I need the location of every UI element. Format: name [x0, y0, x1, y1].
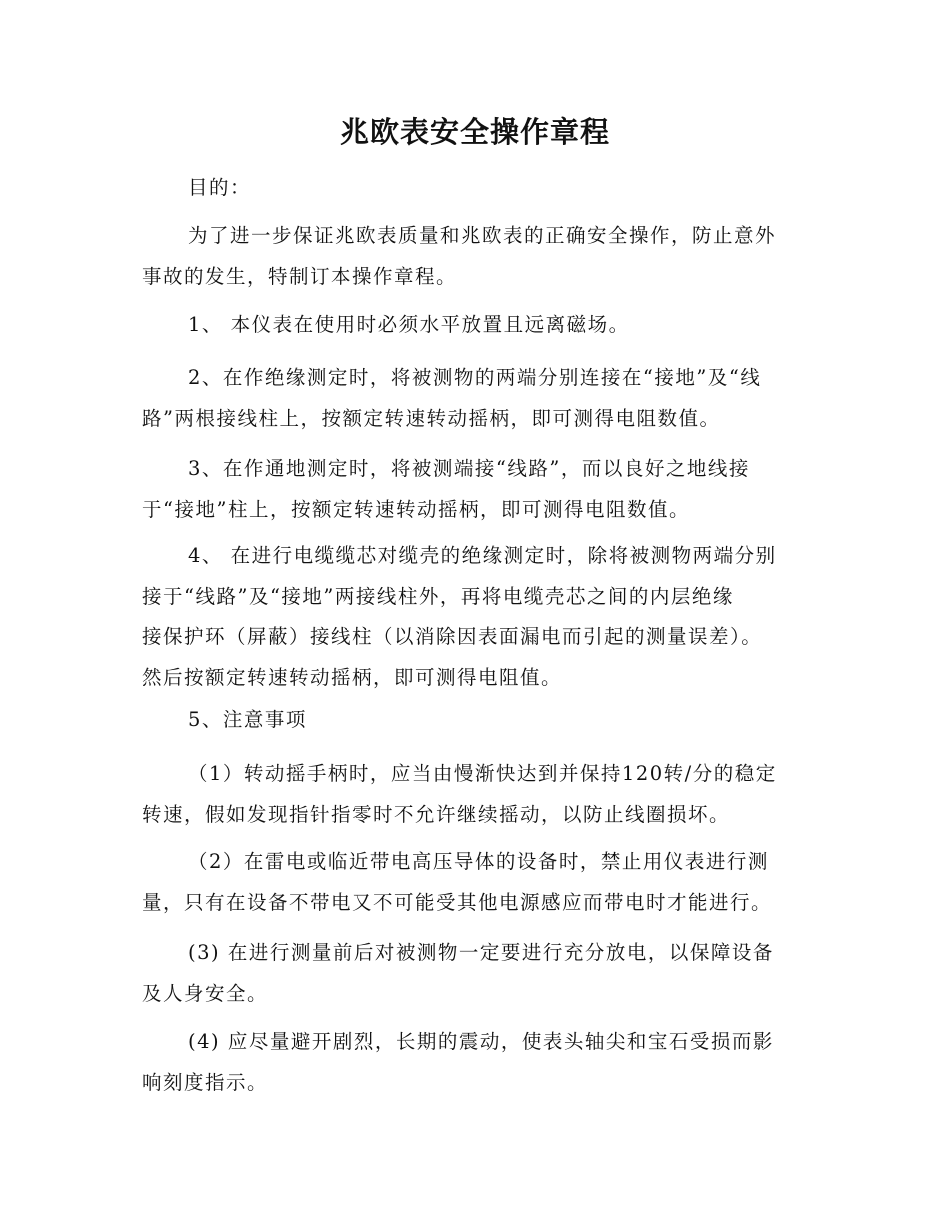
item-2-line-2: 路”两根接线柱上，按额定转速转动摇柄，即可测得电阻数值。: [142, 406, 721, 430]
note-4-line-2: 响刻度指示。: [142, 1070, 269, 1094]
note-4-paragraph: [142, 1022, 807, 1103]
item-2-paragraph: [142, 358, 807, 439]
item-4-line-3: 接保护环（屏蔽）接线柱（以消除因表面漏电而引起的测量误差）。: [142, 625, 763, 648]
item-1-paragraph: [142, 305, 807, 346]
item-4-line-4: 然后按额定转速转动摇柄，即可测得电阻值。: [142, 665, 563, 689]
item-1-line-1: 1、 本仪表在使用时必须水平放置且远离磁场。: [188, 313, 630, 336]
document-title: 兆欧表安全操作章程: [339, 115, 610, 149]
item-5-line-1: 5、注意事项: [188, 708, 307, 731]
item-4-paragraph: [142, 536, 807, 698]
item-2-line-1: 2、在作绝缘测定时，将被测物的两端分别连接在“接地”及“线: [188, 366, 762, 389]
note-1-paragraph: [142, 754, 807, 835]
note-4-line-1: (4) 应尽量避开剧烈，长期的震动，使表头轴尖和宝石受损而影: [188, 1030, 774, 1053]
intro-line-1: 为了进一步保证兆欧表质量和兆欧表的正确安全操作，防止意外: [188, 224, 777, 247]
note-1-line-2: 转速，假如发现指针指零时不允许继续摇动，以防止线圈损坏。: [142, 802, 731, 826]
note-1-line-1: （1）转动摇手柄时，应当由慢渐快达到并保持120转/分的稳定: [188, 762, 777, 785]
purpose-label: 目的：: [188, 176, 252, 199]
note-3-line-1: (3) 在进行测量前后对被测物一定要进行充分放电，以保障设备: [188, 941, 774, 964]
item-3-line-2: 于“接地”柱上，按额定转速转动摇柄，即可测得电阻数值。: [142, 497, 690, 521]
note-2-line-1: （2）在雷电或临近带电高压导体的设备时，禁止用仪表进行测: [188, 850, 769, 873]
item-4-line-1: 4、 在进行电缆缆芯对缆壳的绝缘测定时，除将被测物两端分别: [188, 544, 777, 567]
note-3-line-2: 及人身安全。: [142, 981, 269, 1005]
item-3-line-1: 3、在作通地测定时，将被测端接“线路”，而以良好之地线接: [188, 457, 750, 480]
item-3-paragraph: [142, 449, 807, 530]
item-5-paragraph: [142, 700, 807, 741]
intro-line-2: 事故的发生，特制订本操作章程。: [142, 264, 458, 288]
note-3-paragraph: [142, 933, 807, 1014]
intro-paragraph: [142, 216, 807, 297]
item-4-line-2: 接于“线路”及“接地”两接线柱外，再将电缆壳芯之间的内层绝缘: [142, 584, 734, 608]
note-2-paragraph: [142, 842, 807, 923]
note-2-line-2: 量，只有在设备不带电又不可能受其他电源感应而带电时才能进行。: [142, 890, 773, 914]
